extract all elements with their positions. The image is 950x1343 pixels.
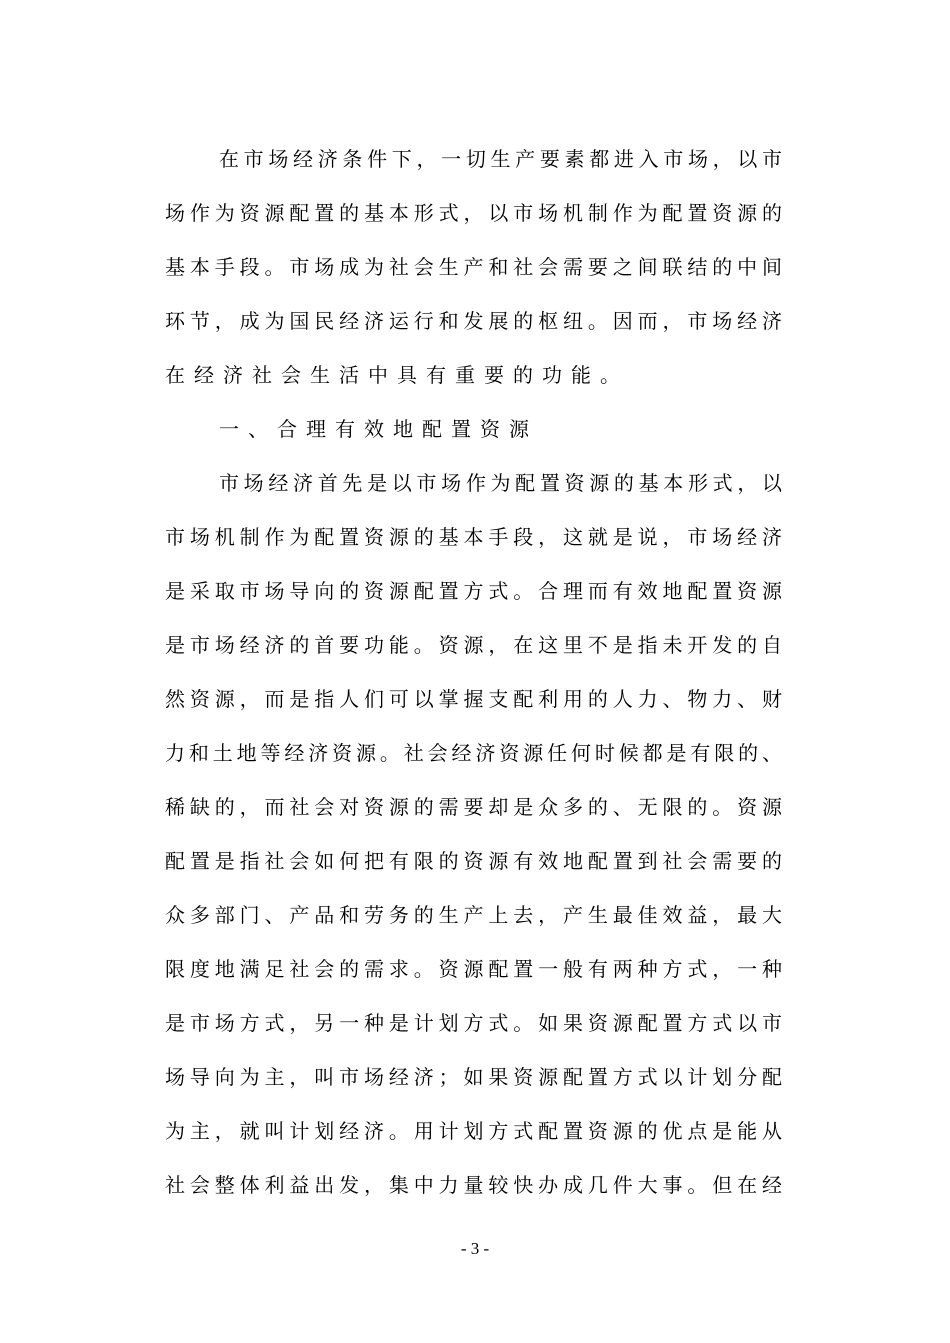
- paragraph-2-line-5: 然资源，而是指人们可以掌握支配利用的人力、物力、财: [165, 687, 782, 711]
- section-heading: 一、合理有效地配置资源: [219, 417, 538, 441]
- paragraph-2-line-2: 市场机制作为配置资源的基本手段，这就是说，市场经济: [165, 525, 782, 549]
- paragraph-2-line-3: 是采取市场导向的资源配置方式。合理而有效地配置资源: [165, 579, 782, 603]
- paragraph-2-line-6: 力和土地等经济资源。社会经济资源任何时候都是有限的、: [165, 741, 782, 765]
- paragraph-2-line-12: 场导向为主，叫市场经济；如果资源配置方式以计划分配: [165, 1065, 782, 1089]
- paragraph-2-line-14: 社会整体利益出发，集中力量较快办成几件大事。但在经: [165, 1173, 782, 1197]
- paragraph-2-line-1: 市场经济首先是以市场作为配置资源的基本形式，以: [219, 471, 782, 495]
- paragraph-2-line-9: 众多部门、产品和劳务的生产上去，产生最佳效益，最大: [165, 903, 782, 927]
- paragraph-2-line-11: 是市场方式，另一种是计划方式。如果资源配置方式以市: [165, 1011, 782, 1035]
- paragraph-1-line-3: 基本手段。市场成为社会生产和社会需要之间联结的中间: [165, 255, 782, 279]
- paragraph-2-line-13: 为主，就叫计划经济。用计划方式配置资源的优点是能从: [165, 1119, 782, 1143]
- paragraph-2-line-10: 限度地满足社会的需求。资源配置一般有两种方式，一种: [165, 957, 782, 981]
- paragraph-1-line-2: 场作为资源配置的基本形式，以市场机制作为配置资源的: [165, 201, 782, 225]
- paragraph-2-line-4: 是市场经济的首要功能。资源，在这里不是指未开发的自: [165, 633, 782, 657]
- paragraph-1-line-4: 环节，成为国民经济运行和发展的枢纽。因而，市场经济: [165, 309, 782, 333]
- page-number: - 3 -: [460, 1239, 490, 1258]
- paragraph-2-line-7: 稀缺的，而社会对资源的需要却是众多的、无限的。资源: [165, 795, 782, 819]
- paragraph-1-line-1: 在市场经济条件下，一切生产要素都进入市场，以市: [219, 147, 782, 171]
- paragraph-2-line-8: 配置是指社会如何把有限的资源有效地配置到社会需要的: [165, 849, 782, 873]
- paragraph-1-line-5: 在经济社会生活中具有重要的功能。: [165, 363, 629, 387]
